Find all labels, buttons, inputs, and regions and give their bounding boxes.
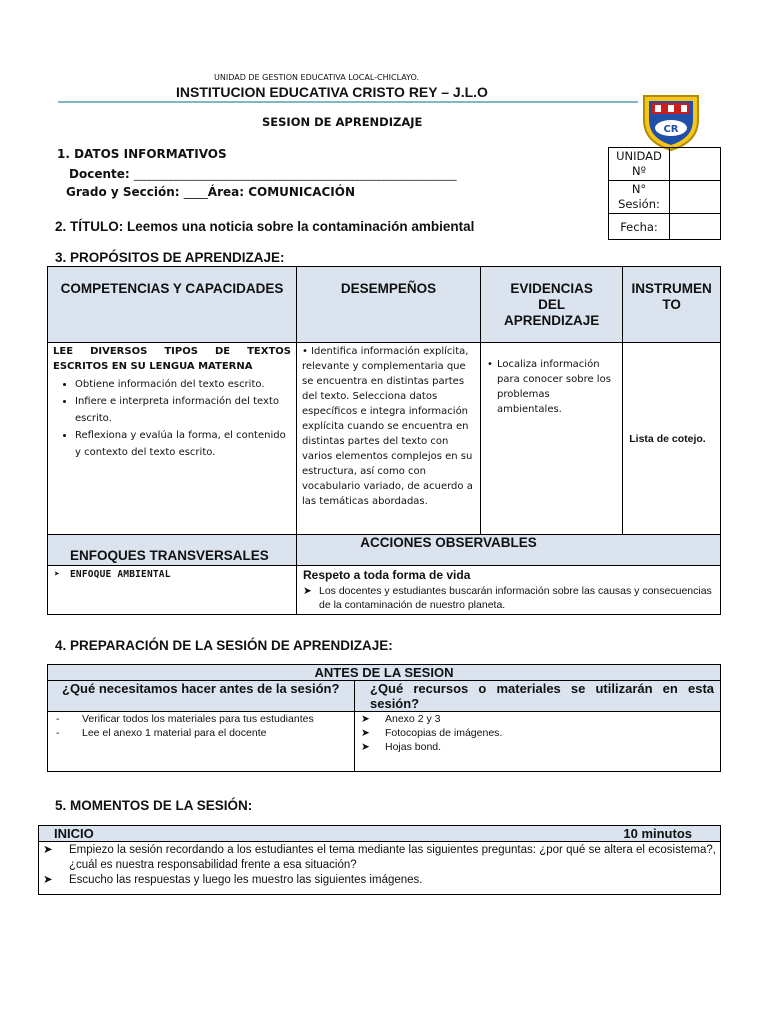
sesion-value[interactable] <box>670 181 721 214</box>
docente-line: ______________________________________________________________ <box>133 168 457 181</box>
area-label: Área: COMUNICACIÓN <box>207 185 356 199</box>
recurso-text: Hojas bond. <box>385 741 442 753</box>
inicio-label: INICIO <box>54 826 94 841</box>
list-item: • Obtiene información del texto escrito. <box>75 376 291 393</box>
desempeno-text: • Identifica información explícita, relevante y complementaria que se encuentra en distintas partes del texto. Selecciona datos específicos e integra información explícita cuando se encuentra en distintas partes del texto con varios elementos complejos en su estructura, así como con vocabulario variado, de acuerdo a las temáticas abordadas. <box>302 346 473 507</box>
dash-icon: - <box>56 713 60 725</box>
datos-heading: 1. DATOS INFORMATIVOS <box>57 147 227 161</box>
unit-box <box>608 147 721 240</box>
list-item <box>52 712 350 726</box>
recursos-cell <box>355 712 721 772</box>
sesion-label: Sesión: <box>618 197 660 211</box>
sesion-no-label: N° <box>631 182 647 196</box>
bullet-icon: • <box>487 359 493 370</box>
grado-line: ____ <box>183 185 208 199</box>
grado-row <box>66 185 355 199</box>
recurso-text: Anexo 2 y 3 <box>385 713 441 725</box>
ugel-label: UNIDAD DE GESTION EDUCATIVA LOCAL-CHICLAYO. <box>214 73 420 82</box>
col-desempenos: DESEMPEÑOS <box>297 267 481 343</box>
unidad-cell <box>609 148 670 181</box>
enfoques-label: ENFOQUES TRANSVERSALES <box>48 535 297 566</box>
list-item <box>361 740 714 754</box>
accion-item <box>303 584 714 612</box>
col-evidencias <box>481 267 623 343</box>
q1-text: ¿Qué necesitamos hacer antes de la sesión? <box>62 681 340 696</box>
acciones-label-text: ACCIONES OBSERVABLES <box>360 535 537 550</box>
q2-text: ¿Qué recursos o materiales se utilizarán en esta sesión? <box>370 681 714 711</box>
dash-icon: - <box>56 727 60 739</box>
antes-label: ANTES DE LA SESION <box>48 665 721 681</box>
momentos-heading: 5. MOMENTOS DE LA SESIÓN: <box>55 798 253 813</box>
paso-text: Escucho las respuestas y luego les muestro las siguientes imágenes. <box>69 874 423 886</box>
docente-row <box>69 167 456 181</box>
header-divider <box>58 101 638 103</box>
enfoque-item <box>54 569 290 580</box>
arrow-icon: ➤ <box>361 741 370 753</box>
sesion-cell <box>609 181 670 214</box>
preparacion-heading: 4. PREPARACIÓN DE LA SESIÓN DE APRENDIZAJE: <box>55 638 393 653</box>
col-instrumento <box>623 267 721 343</box>
instrumento-cell <box>623 343 721 535</box>
momentos-table <box>38 825 721 895</box>
q2-cell <box>355 681 721 712</box>
propositos-heading: 3. PROPÓSITOS DE APRENDIZAJE: <box>55 250 285 265</box>
unidad-label: UNIDAD <box>616 149 662 163</box>
arrow-icon: ➤ <box>303 585 312 597</box>
arrow-icon: ➤ <box>43 844 53 856</box>
col-instrumento-text: INSTRUMEN TO <box>631 281 712 312</box>
evidencia-item <box>487 357 616 417</box>
instrumento-text: Lista de cotejo. <box>629 432 706 445</box>
tareas-cell <box>48 712 355 772</box>
inicio-steps <box>39 842 721 895</box>
session-title: SESION DE APRENDIZAJE <box>262 115 423 129</box>
q1-cell <box>48 681 355 712</box>
fecha-value[interactable] <box>670 214 721 240</box>
arrow-icon: ➤ <box>361 727 370 739</box>
paso-text: Empiezo la sesión recordando a los estudiantes el tema mediante las siguientes preguntas: ¿por qué se altera el ecosistema?, ¿cuál es nuestra responsabilidad frente a esa situación? <box>69 844 716 871</box>
list-item: • Infiere e interpreta información del texto escrito. <box>75 393 291 427</box>
propositos-table <box>47 266 721 615</box>
logo-text: CR <box>663 124 679 135</box>
competencias-cell <box>48 343 297 535</box>
arrow-icon: ➤ <box>361 713 370 725</box>
list-item <box>52 726 350 740</box>
accion-text: Los docentes y estudiantes buscarán información sobre las causas y consecuencias de la contaminación de nuestro planeta. <box>319 585 712 611</box>
valor-text: Respeto a toda forma de vida <box>303 568 471 582</box>
list-item <box>361 726 714 740</box>
evidencia-cell <box>481 343 623 535</box>
arrow-icon: ➤ <box>43 874 53 886</box>
unidad-no-label: Nº <box>631 164 647 178</box>
list-item <box>43 843 716 873</box>
tarea-text: Verificar todos los materiales para tus estudiantes <box>82 713 314 725</box>
enfoque-cell <box>48 566 297 615</box>
accion-cell <box>297 566 721 615</box>
preparacion-table <box>47 664 721 772</box>
titulo: 2. TÍTULO: Leemos una noticia sobre la contaminación ambiental <box>55 219 475 234</box>
grado-label: Grado y Sección: <box>66 185 180 199</box>
arrow-icon: ➤ <box>54 569 60 580</box>
docente-label: Docente: <box>69 167 130 181</box>
list-item <box>43 873 716 888</box>
fecha-label: Fecha: <box>609 214 670 240</box>
col-evidencias-text: EVIDENCIAS DEL APRENDIZAJE <box>504 281 600 328</box>
desempeno-cell <box>297 343 481 535</box>
duracion-label: 10 minutos <box>623 826 692 841</box>
recurso-text: Fotocopias de imágenes. <box>385 727 503 739</box>
school-crest-logo <box>640 90 702 152</box>
list-item <box>361 712 714 726</box>
tarea-text: Lee el anexo 1 material para el docente <box>82 727 267 739</box>
evidencia-text: Localiza información para conocer sobre los problemas ambientales. <box>497 359 611 415</box>
enfoque-text: ENFOQUE AMBIENTAL <box>70 569 171 580</box>
list-item: • Reflexiona y evalúa la forma, el contenido y contexto del texto escrito. <box>75 427 291 461</box>
competencia-text: LEE DIVERSOS TIPOS DE TEXTOS ESCRITOS EN SU LENGUA MATERNA <box>53 346 291 372</box>
unidad-value[interactable] <box>670 148 721 181</box>
col-competencias: COMPETENCIAS Y CAPACIDADES <box>48 267 297 343</box>
acciones-label <box>297 535 721 566</box>
institution-name: INSTITUCION EDUCATIVA CRISTO REY – J.L.O <box>176 84 488 100</box>
inicio-header <box>39 826 721 842</box>
capacidades-list <box>53 376 291 461</box>
